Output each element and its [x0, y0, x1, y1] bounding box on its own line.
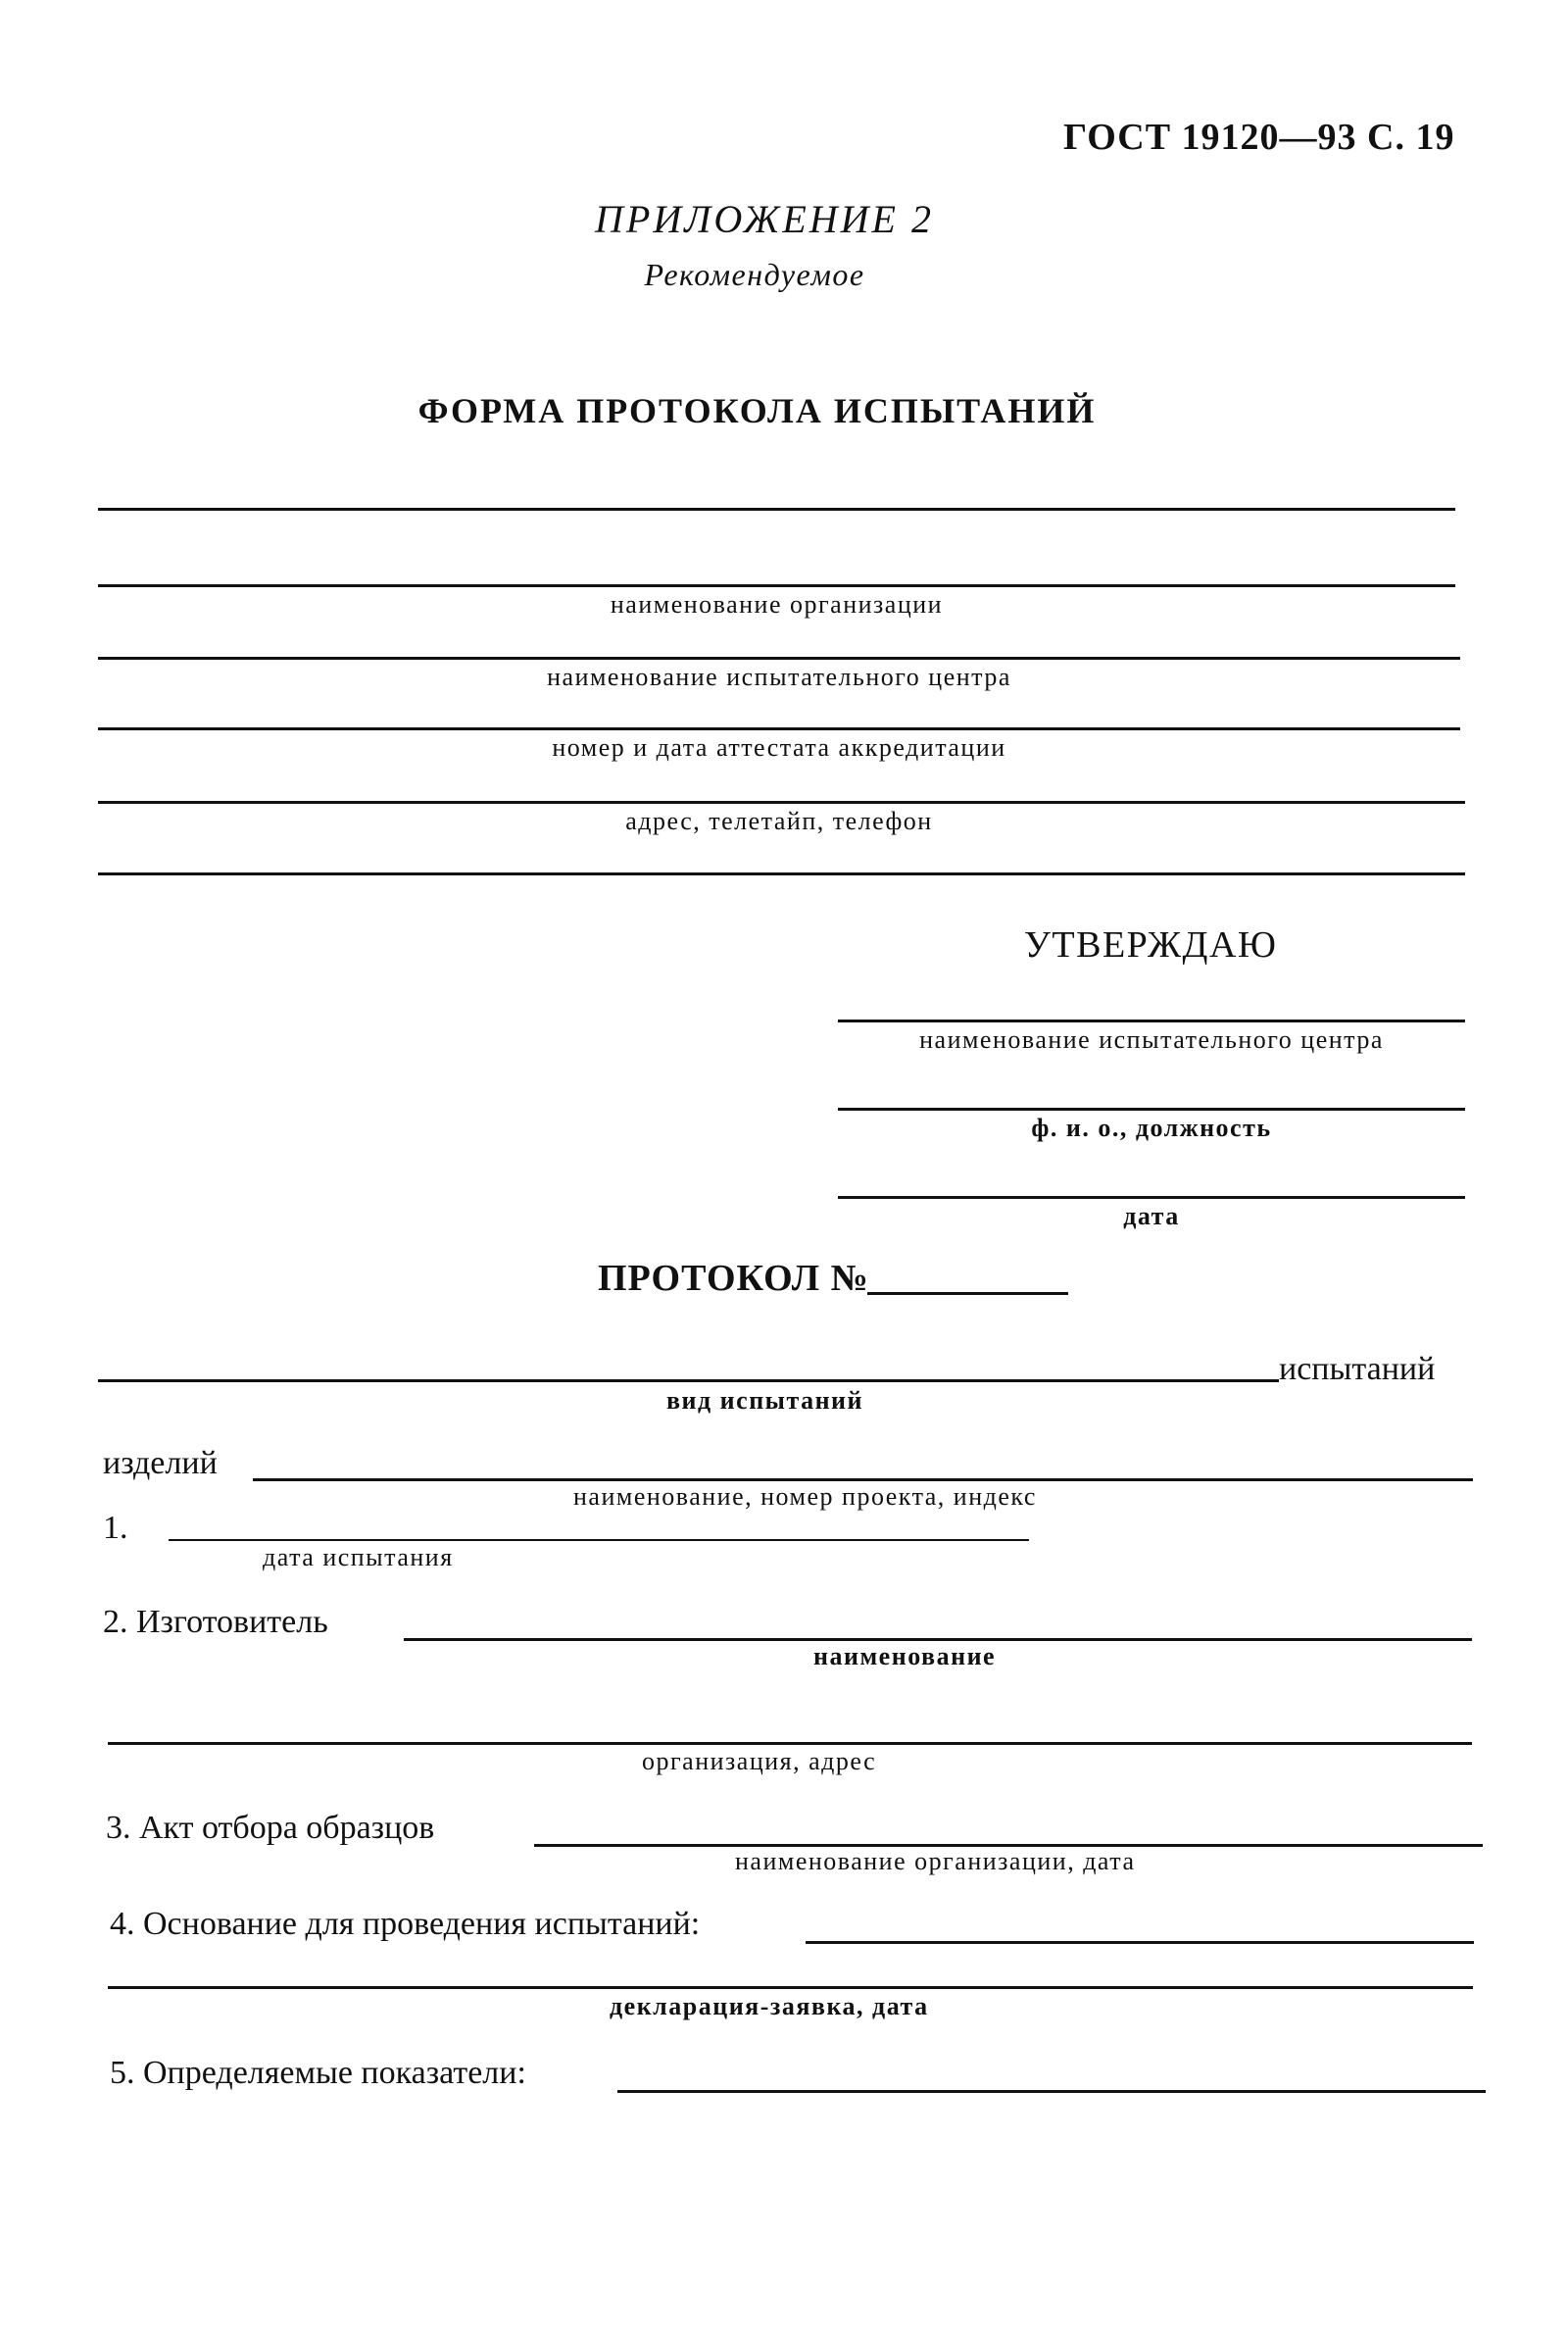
- products-line[interactable]: [253, 1478, 1473, 1481]
- approve-title: УТВЕРЖДАЮ: [1024, 924, 1278, 966]
- approve-person-caption: ф. и. о., должность: [1031, 1114, 1272, 1142]
- approve-center-line[interactable]: [838, 1020, 1465, 1022]
- org-line-5[interactable]: [98, 801, 1465, 804]
- item2-name-line[interactable]: [404, 1638, 1472, 1641]
- item4-caption: декларация-заявка, дата: [610, 1992, 929, 2020]
- address-caption: адрес, телетайп, телефон: [625, 807, 933, 835]
- org-line-1[interactable]: [98, 508, 1455, 511]
- products-label: изделий: [103, 1445, 218, 1481]
- protocol-number-line[interactable]: [867, 1292, 1068, 1295]
- test-type-line[interactable]: [98, 1379, 1279, 1382]
- appendix-title: ПРИЛОЖЕНИЕ 2: [595, 197, 934, 241]
- item2-label: 2. Изготовитель: [103, 1604, 328, 1640]
- form-title: ФОРМА ПРОТОКОЛА ИСПЫТАНИЙ: [417, 391, 1097, 430]
- accreditation-caption: номер и дата аттестата аккредитации: [552, 733, 1006, 762]
- item5-label: 5. Определяемые показатели:: [110, 2055, 526, 2091]
- approve-date-caption: дата: [1123, 1202, 1180, 1230]
- item3-caption: наименование организации, дата: [735, 1847, 1136, 1875]
- item3-label: 3. Акт отбора образцов: [106, 1810, 435, 1846]
- item1-number: 1.: [103, 1510, 128, 1546]
- item4-label: 4. Основание для проведения испытаний:: [110, 1906, 701, 1942]
- org-line-6[interactable]: [98, 872, 1465, 875]
- item5-line[interactable]: [617, 2090, 1486, 2093]
- test-center-caption: наименование испытательного центра: [547, 663, 1011, 691]
- protocol-title: ПРОТОКОЛ №: [598, 1258, 869, 1299]
- appendix-subtitle: Рекомендуемое: [644, 257, 865, 292]
- item4-line[interactable]: [806, 1941, 1474, 1944]
- item2-org-caption: организация, адрес: [642, 1747, 877, 1775]
- org-name-caption: наименование организации: [610, 590, 944, 619]
- standard-code: ГОСТ 19120—93 С. 19: [1063, 117, 1455, 158]
- test-type-caption: вид испытаний: [666, 1386, 864, 1415]
- item2-org-line[interactable]: [108, 1742, 1472, 1745]
- approve-date-line[interactable]: [838, 1196, 1465, 1199]
- tests-suffix: испытаний: [1279, 1351, 1436, 1387]
- org-line-4[interactable]: [98, 727, 1460, 730]
- org-line-3[interactable]: [98, 657, 1460, 660]
- org-line-2[interactable]: [98, 584, 1455, 587]
- item1-caption: дата испытания: [263, 1543, 454, 1571]
- item2-caption: наименование: [813, 1642, 997, 1670]
- item1-date-line[interactable]: [169, 1539, 1029, 1541]
- products-caption: наименование, номер проекта, индекс: [573, 1482, 1037, 1511]
- approve-person-line[interactable]: [838, 1108, 1465, 1111]
- approve-center-caption: наименование испытательного центра: [919, 1025, 1384, 1054]
- item4-declaration-line[interactable]: [108, 1986, 1473, 1989]
